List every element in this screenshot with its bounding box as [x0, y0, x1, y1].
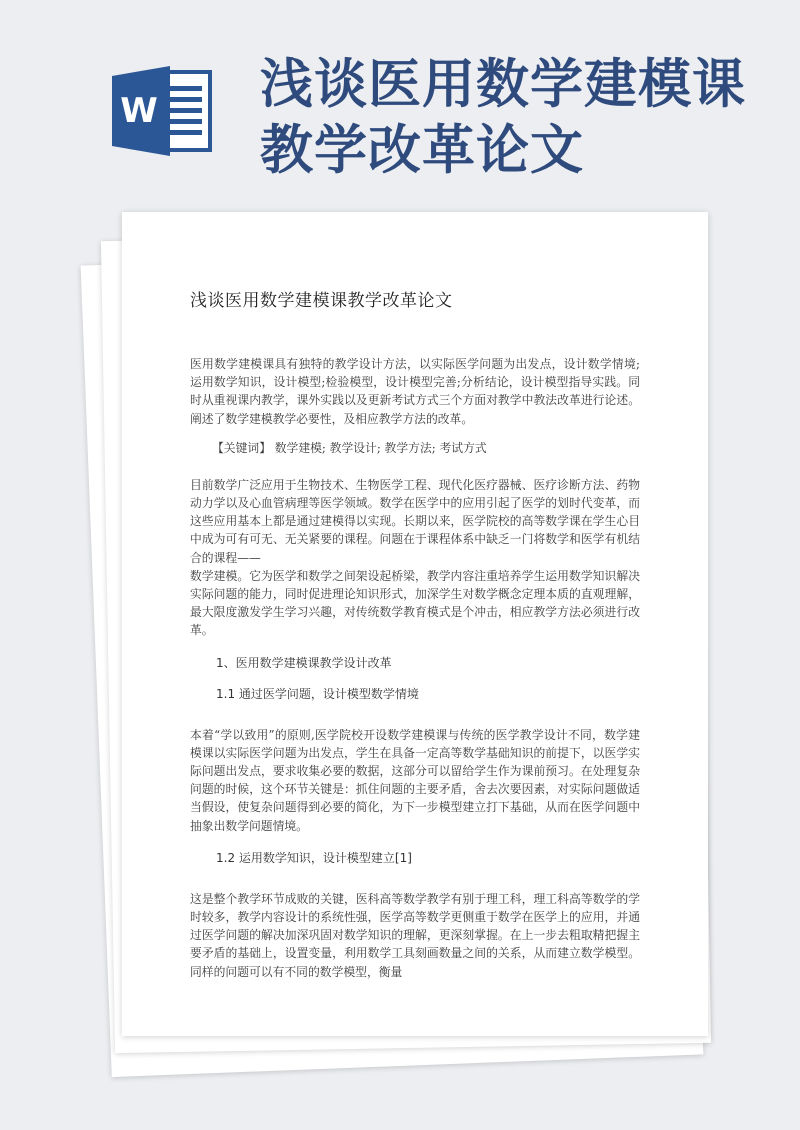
word-document-icon: [112, 66, 214, 156]
subsection-heading-1-1: 1.1 通过医学问题，设计模型数学情境: [216, 686, 419, 701]
section-heading-1: 1、医用数学建模课教学设计改革: [216, 655, 392, 670]
subsection-1-2-paragraph: 这是整个教学环节成败的关键，医科高等数学教学有别于理工科，理工科高等数学的学时较多，教学内容设计的系统性强，医学高等数学更侧重于数学在医学上的应用，并通过医学问题的解决加深巩固对数学知识的理解，更深刻掌握。在上一步去粗取精把握主要矛盾的基础上，设置变量，利用数学工具刻画数量之间的关系，从而建立数学模型。同样的问题可以有不同的数学模型，衡量: [190, 891, 640, 979]
intro-paragraph-continued: 数学建模。它为医学和数学之间架设起桥梁，教学内容注重培养学生运用数学知识解决实际问题的能力，同时促进理论知识形式，加深学生对数学概念定理本质的直观理解，最大限度激发学生学习兴趣，对传统数学教育模式是个冲击，相应教学方法必须进行改革。: [190, 568, 640, 638]
keywords-line: 【关键词】 数学建模; 教学设计; 教学方法; 考试方式: [212, 440, 487, 455]
page-title: 浅谈医用数学建模课教学改革论文: [260, 54, 746, 181]
subsection-heading-1-2: 1.2 运用数学知识，设计模型建立[1]: [216, 850, 412, 865]
subsection-1-1-paragraph: 本着“学以致用”的原则,医学院校开设数学建模课与传统的医学教学设计不同，数学建模课以实际医学问题为出发点，学生在具备一定高等数学基础知识的前提下，以医学实际问题出发点，要求收集必要的数据，这部分可以留给学生作为课前预习。在处理复杂问题的时候，这个环节关键是：抓住问题的主要矛盾，舍去次要因素，对实际问题做适当假设，使复杂问题得到必要的简化，为下一步模型建立打下基础，从而在医学问题中抽象出数学问题情境。: [190, 727, 640, 833]
intro-paragraph: 目前数学广泛应用于生物技术、生物医学工程、现代化医疗器械、医疗诊断方法、药物动力学以及心血管病理等医学领域。数学在医学中的应用引起了医学的划时代变革，而这些应用基本上都是通过建模得以实现。长期以来，医学院校的高等数学课在学生心目中成为可有可无、无关紧要的课程。问题在于课程体系中缺乏一门将数学和医学有机结合的课程——: [190, 477, 640, 565]
document-body: [190, 286, 640, 981]
abstract-paragraph: 医用数学建模课具有独特的教学设计方法，以实际医学问题为出发点，设计数学情境;运用数学知识，设计模型;检验模型，设计模型完善;分析结论，设计模型指导实践。同时从重视课内教学，课外实践以及更新考试方式三个方面对教学中教法改革进行论述。阐述了数学建模教学必要性，及相应教学方法的改革。: [190, 357, 640, 426]
document-title: 浅谈医用数学建模课教学改革论文: [190, 291, 453, 311]
header: [0, 0, 800, 215]
word-icon-letter: W: [120, 91, 158, 131]
